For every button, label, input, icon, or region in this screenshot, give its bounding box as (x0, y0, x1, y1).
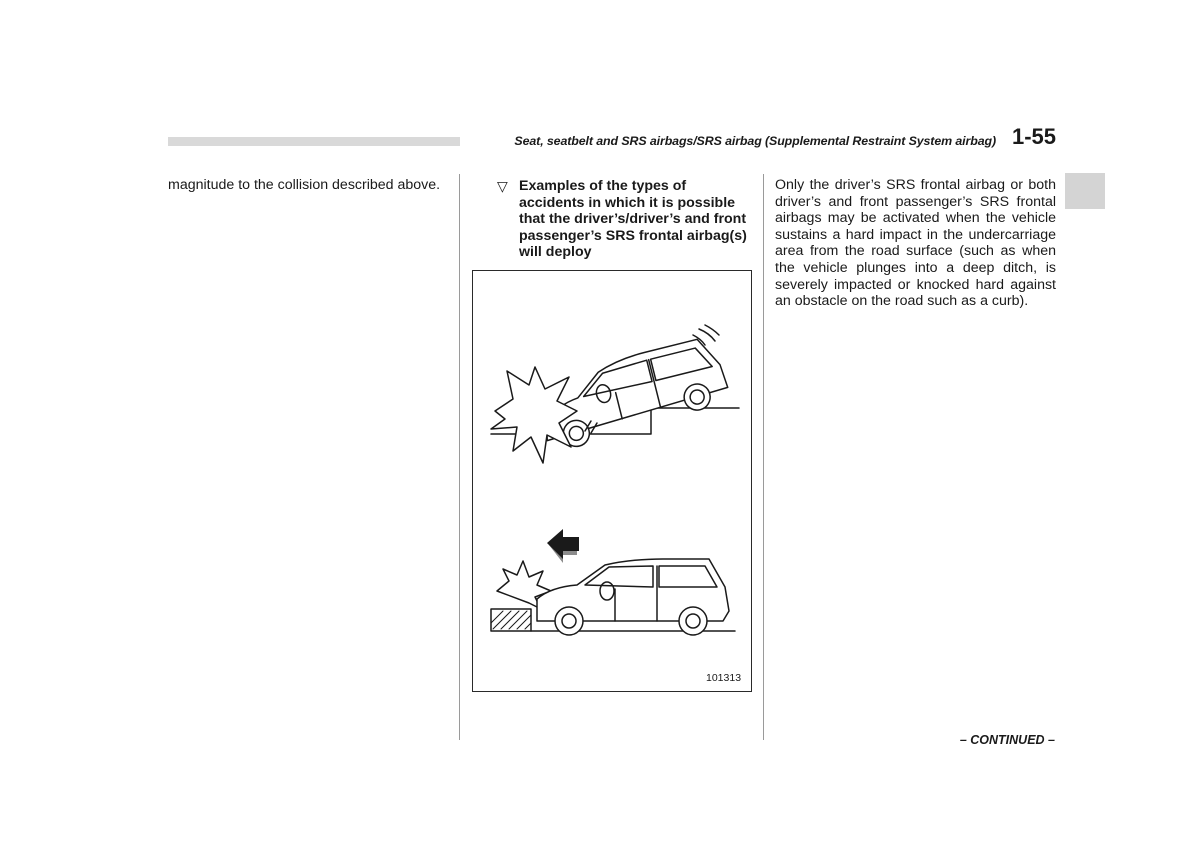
figure-id: 101313 (706, 672, 742, 684)
lower-car-icon (537, 559, 729, 635)
car-collision-drawing (473, 271, 751, 691)
direction-arrow-icon (547, 529, 579, 563)
upper-impact-burst-icon (491, 367, 577, 463)
barrier-wall (491, 609, 531, 631)
section-title: Examples of the types of accidents in which it is possible that the driver’s/driver’s and front passenger’s SRS frontal airbag(s) will deploy (519, 178, 747, 261)
column-divider-right (763, 174, 764, 740)
continued-label: – CONTINUED – (959, 733, 1055, 747)
triangle-marker-icon: ▽ (497, 178, 508, 194)
right-column-text: Only the driver’s SRS frontal airbag or both driver’s and front passenger’s SRS frontal airbags may be activated when the vehicle sustains a hard impact in the undercarriage area from the road surface (such as when the vehicle plunges into a deep ditch, is severely impacted or knocked hard against an obstacle on the road such as a curb). (775, 177, 1056, 310)
chapter-tab (1065, 173, 1105, 209)
page-number: 1-55 (1012, 124, 1057, 149)
airbag-deploy-illustration (472, 270, 752, 692)
page-header-title: Seat, seatbelt and SRS airbags/SRS airbag (Supplemental Restraint System airbag) (514, 134, 996, 148)
header-rule (168, 137, 460, 146)
column-divider-left (459, 174, 460, 740)
left-column-text: magnitude to the collision described above. (168, 177, 441, 193)
